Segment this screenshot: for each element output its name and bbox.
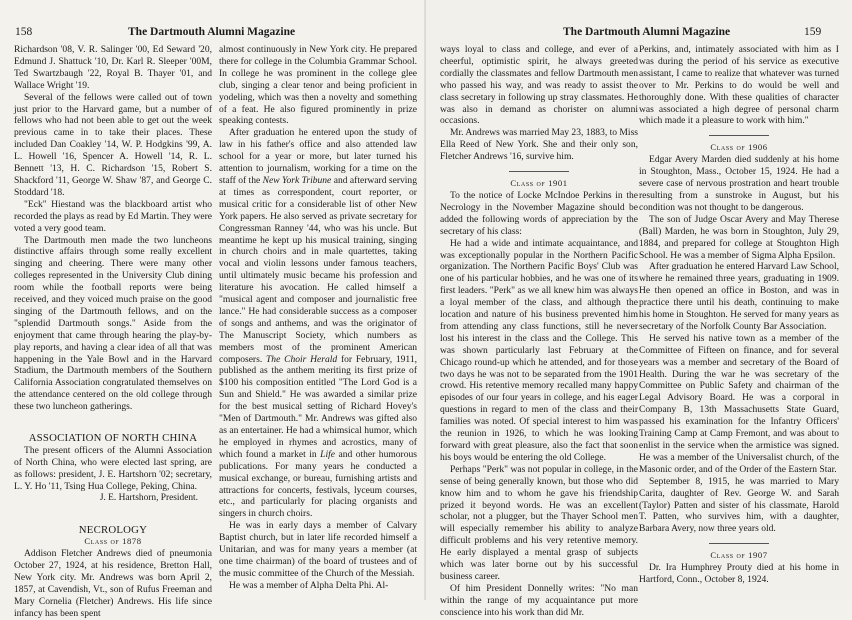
text-run: After graduation he entered upon the study of law in his father's office and also attended law school for a year or more, but later turned his attention to journalism, working for a time on the staff of the — [219, 127, 417, 186]
section-divider — [709, 543, 769, 544]
text-run: and other humorous publications. For many years he conducted a musical exchange, or bureau, furnishing artists and attractions for concerts, festivals, lyceum courses, etc., and particularly for placing organists and singers in church choirs. — [219, 448, 417, 520]
running-head-left: The Dartmouth Alumni Magazine — [128, 26, 296, 38]
section-divider — [709, 135, 769, 136]
paragraph: Richardson '08, V. R. Salinger '00, Ed Seward '20, Edmund J. Shattuck '10, Dr. Karl R. Sleeper '00M, Ted Swartzbaugh '22, Royal B. Thayer '01, and Wallace Wright '19. — [14, 44, 212, 91]
paragraph: almost continuously in New York city. He prepared there for college in the Columbia Grammar School. In college he was prominent in the college glee club, singing a clear tenor and being proficient in yodeling, which was then a novelty and something of a feat. He also figured prominently in prize speaking contests. — [219, 44, 417, 127]
paragraph: September 8, 1915, he was married to Mary Carita, daughter of Rev. George W. and Sarah (Taylor) Patten and sister of his classmate, Harold T. Patten, who survives him, with a daughter, Barbara Avery, now three years old. — [639, 475, 839, 535]
left-page — [0, 0, 426, 619]
text-run: for February, 1911, published as the anthem meriting its first prize of $100 his composition entitled "The Lord God is a Sun and Shield." He was awarded a similar prize for the best musical setting of Richard Hovey's "Men of Dartmouth." Mr. Andrews was gifted also as an entertainer. He had a whimsical humor, which he employed in rhymes and acrostics, many of which found a market in — [219, 353, 417, 460]
signature-line: J. E. Hartshorn, President. — [99, 492, 198, 503]
publication-title: Life — [320, 448, 335, 460]
paragraph: He served his native town as a member of the Committee of Fifteen on finance, and for several years was a member and secretary of the Board of Health. During the war he was secretary of the Committee on Public Safety and chairman of the Legal Advisory Board. He was a corporal in Company B, 13th Massachusetts State Guard, passed his examination for the Infantry Officers' Training Camp at Camp Fremont, and was about to enlist in the service when the armistice was signed. He was a member of the Universalist church, of the Masonic order, and of the Order of the Eastern Star. — [639, 332, 839, 475]
paragraph: ways loyal to class and college, and ever of a cheerful, optimistic spirit, he always greeted cordially the classmates and fellow Dartmouth men who passed his way, and was ready to assist the class secretary in following up stray classmates. He was also in demand as chorister on alumni occasions. — [440, 44, 638, 127]
section-title-north-china: ASSOCIATION OF NORTH CHINA — [28, 432, 198, 445]
page-number-left: 158 — [15, 26, 33, 38]
paragraph: After graduation he entered Harvard Law School, where he remained three years, graduating in 1909. He then opened an office in Boston, and was in practice there until his death, continuing to make his home in Stoughton. He served for many years as secretary of the Norfolk County Bar Association. — [639, 261, 839, 332]
paragraph: He had a wide and intimate acquaintance, and was exceptionally popular in the Northern Pacific organization. The Northern Pacific Boys' Club was one of his particular hobbies, and he was one of its first leaders. "Perk" as we all knew him was always a loyal member of the class, and although the location and nature of his business prevented him from attending any class functions, still he never lost his interest in the class and the College. This was shown particularly last February at the Chicago round-up which he attended, and for those two days he was not to be separated from the 1901 crowd. His retentive memory recalled many happy episodes of our four years in college, and his eager questions in regard to men of the class and their families was noted. Of special interest to him was the reunion in 1926, to which he was looking forward with great pleasure, also the fact that soon his boys would be entering the old College. — [440, 237, 638, 463]
left-column-2 — [219, 44, 417, 592]
section-divider — [509, 171, 569, 172]
paragraph: The son of Judge Oscar Avery and May Therese (Ball) Marden, he was born in Stoughton, July 29, 1884, and prepared for college at Stoughton High School. He was a member of Sigma Alpha Epsilon. — [639, 213, 839, 261]
paragraph: The present officers of the Alumni Association of North China, who were elected last spring, are as follows: president, J. E. Hartshorn '02; secretary, L. Y. Ho '11, Tsing Hua College, Peking, China. — [14, 445, 212, 492]
publication-title: New York Tribune — [262, 174, 332, 186]
paragraph: Perkins, and, intimately associated with him as I was during the period of his service as executive assistant, I came to realize that whatever was turned over to Mr. Perkins to do would be well and thoroughly done. With these qualities of character was associated a high degree of personal charm which made it a pleasure to work with him." — [639, 44, 839, 127]
class-heading-1906: Class of 1906 — [710, 142, 768, 153]
page-number-right: 159 — [804, 26, 822, 38]
class-heading-1907: Class of 1907 — [710, 550, 768, 561]
left-column-1 — [14, 44, 212, 620]
paragraph: He was a member of Alpha Delta Phi. Al- — [229, 579, 389, 591]
text-run: and afterward serving at times as correspondent, court reporter, or musical critic for a considerable list of other New York papers. He also served as private secretary for Congressman Ranney '44, who was his uncle. But meantime he kept up his musical training, singing in church choirs and in male quartettes, taking vocal and violin lessons under famous teachers, until ultimately music became his profession and literature his avocation. He called himself a "musical agent and composer and journalistic free lance." He had considerable success as a composer of songs and anthems, and was the originator of The Manuscript Society, which numbers as members most of the prominent American composers. — [219, 174, 417, 365]
right-page — [426, 0, 852, 618]
paragraph: Dr. Ira Humphrey Prouty died at his home in Hartford, Conn., October 8, 1924. — [639, 562, 839, 586]
paragraph: He was in early days a member of Calvary Baptist church, but in later life recorded himself a Unitarian, and was for many years a member (at one time chairman) of the board of trustees and of the music committee of the Church of the Messiah. — [219, 520, 417, 579]
class-heading-1878: Class of 1878 — [84, 536, 142, 547]
paragraph: "Eck" Hiestand was the blackboard artist who recorded the plays as read by Ed Martin. They were voted a very good team. — [14, 198, 212, 234]
paragraph: Perhaps "Perk" was not popular in college, in the sense of being generally known, but those who did know him and to whom he gave his friendship prized it beyond words. He was an excellent scholar, not a plugger, but the Thayer School men will especially remember his ability to analyze difficult problems and his very retentive memory. He early displayed a mental grasp of subjects which was later borne out by his successful business career. — [440, 463, 638, 582]
paragraph: Several of the fellows were called out of town just prior to the Harvard game, but a number of fellows who had not been able to get out the week previous came in to take their places. These included Dan Coakley '14, W. P. Hodgkins '99, A. L. Howell '16, Spencer A. Howell '14, R. L. Bennett '13, H. C. Richardson '15, Robert S. Shackford '11, George W. Shaw '87, and George C. Stoddard '18. — [14, 91, 212, 198]
paragraph: Addison Fletcher Andrews died of pneumonia October 27, 1924, at his residence, Bretton Hall, New York city. Mr. Andrews was born April 2, 1857, at Cavendish, Vt., son of Rufus Freeman and Mary Cornelia (Fletcher) Andrews. His life since infancy has been spent — [14, 548, 212, 619]
right-column-1 — [440, 44, 638, 619]
class-heading-1901: Class of 1901 — [510, 178, 568, 189]
paragraph: Of him President Donnelly writes: "No man within the range of my acquaintance put more conscience into his work than did Mr. — [440, 582, 638, 618]
publication-title: The Choir Herald — [266, 353, 338, 365]
paragraph: To the notice of Locke McIndoe Perkins in the Necrology in the November Magazine should be added the following words of appreciation by the secretary of his class: — [440, 189, 638, 237]
paragraph: The Dartmouth men made the two luncheons distinctive affairs through some really excellent singing and cheering. There were many other colleges represented in the University Club dining room while the football reports were being received, and they voiced much praise on the good singing of the Dartmouth fellows, and on the "splendid Dartmouth songs." Aside from the enjoyment that came through hearing the play-by-play reports, and having a clear idea of all that was happening in the Yale Bowl and in the Harvard Stadium, the Dartmouth members of the Southern California Association congratulated themselves on the attendance centered on the old college through these two luncheon gatherings. — [14, 234, 212, 413]
paragraph: Edgar Avery Marden died suddenly at his home in Stoughton, Mass., October 15, 1924. He had a severe case of nervous prostration and heart trouble resulting from a sunstroke in August, but his condition was not thought to be dangerous. — [639, 154, 839, 213]
paragraph: Mr. Andrews was married May 23, 1883, to Miss Ella Reed of New York. She and their only son, Fletcher Andrews '16, survive him. — [440, 127, 639, 163]
running-head-right: The Dartmouth Alumni Magazine — [563, 26, 731, 38]
right-column-2 — [639, 44, 839, 586]
paragraph — [219, 127, 417, 520]
section-title-necrology: NECROLOGY — [78, 523, 148, 536]
